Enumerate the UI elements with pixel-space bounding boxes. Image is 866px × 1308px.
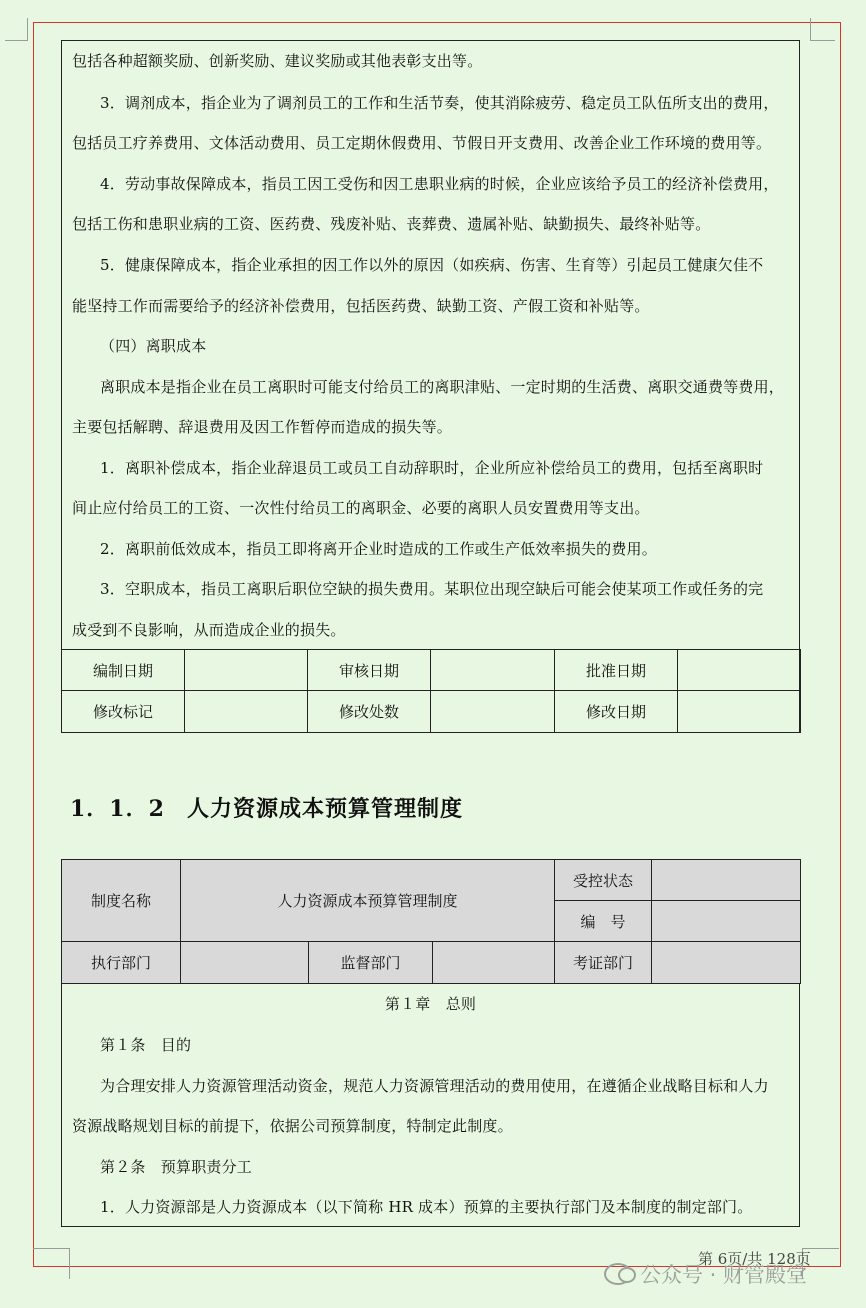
controlled-status-value[interactable] [652,860,801,901]
article-title: 第１条 目的 [100,1036,192,1054]
paragraph-line: 包括员工疗养费用、文体活动费用、员工定期休假费用、节假日开支费用、改善企业工作环境的费用等。 [72,134,772,152]
exec-dept-label: 执行部门 [62,942,181,984]
policy-name-label: 制度名称 [62,860,181,942]
section-number: 1．1．2 [70,796,165,822]
audit-dept-value[interactable] [652,942,801,984]
review-date-label: 审核日期 [308,650,431,691]
compile-date-value[interactable] [185,650,308,691]
table-row [62,942,801,984]
approve-date-value[interactable] [678,650,801,691]
exec-dept-value[interactable] [181,942,309,984]
table-row [62,650,801,691]
paragraph-line: 间止应付给员工的工资、一次性付给员工的离职金、必要的离职人员安置费用等支出。 [72,499,650,517]
paragraph-line: 2．离职前低效成本，指员工即将离开企业时造成的工作或生产低效率损失的费用。 [100,540,657,558]
compile-date-label: 编制日期 [62,650,185,691]
audit-dept-label: 考证部门 [555,942,652,984]
number-value[interactable] [652,901,801,942]
review-date-value[interactable] [431,650,555,691]
paragraph-line: 4．劳动事故保障成本，指员工因工受伤和因工患职业病的时候，企业应该给予员工的经济补偿费用， [100,175,779,193]
table-row [62,691,801,733]
crop-mark-top-left [5,18,28,41]
policy-name-value: 人力资源成本预算管理制度 [181,860,555,942]
paragraph-line: 资源战略规划目标的前提下，依据公司预算制度，特制定此制度。 [72,1117,513,1135]
article-title: 第２条 预算职责分工 [100,1158,253,1176]
section-heading [70,792,463,823]
table-row [62,860,801,901]
paragraph-line: 3．空职成本，指员工离职后职位空缺的损失费用。某职位出现空缺后可能会使某项工作或任务的完 [100,580,764,598]
page-number: 第 6页/共 128页 [698,1250,811,1268]
paragraph-line: 3．调剂成本，指企业为了调剂员工的工作和生活节奏，使其消除疲劳、稳定员工队伍所支出的费用， [100,94,779,112]
controlled-status-label: 受控状态 [555,860,652,901]
revision-mark-label: 修改标记 [62,691,185,733]
paragraph-line: 离职成本是指企业在员工离职时可能支付给员工的离职津贴、一定时期的生活费、离职交通费等费用， [100,378,785,396]
paragraph-line: 1．人力资源部是人力资源成本（以下简称 HR 成本）预算的主要执行部门及本制度的制定部门。 [100,1198,753,1216]
paragraph-line: 能坚持工作而需要给予的经济补偿费用，包括医药费、缺勤工资、产假工资和补贴等。 [72,297,650,315]
record-table [61,649,801,733]
watermark-text: 公众号 · 财管殿堂 [640,1263,808,1287]
supervise-dept-label: 监督部门 [309,942,433,984]
number-label: 编 号 [555,901,652,942]
revision-count-value[interactable] [431,691,555,733]
approve-date-label: 批准日期 [555,650,678,691]
paragraph-line: 1．离职补偿成本，指企业辞退员工或员工自动辞职时，企业所应补偿给员工的费用，包括至离职时 [100,459,764,477]
paragraph-line: 5．健康保障成本，指企业承担的因工作以外的原因（如疾病、伤害、生育等）引起员工健康欠佳不 [100,256,764,274]
paragraph-line: 成受到不良影响，从而造成企业的损失。 [72,621,346,639]
policy-header-table [61,859,801,984]
watermark [604,1259,807,1289]
revision-count-label: 修改处数 [308,691,431,733]
paragraph-line: 主要包括解聘、辞退费用及因工作暂停而造成的损失等。 [72,418,453,436]
revision-date-value[interactable] [678,691,801,733]
paragraph-line: 包括工伤和患职业病的工资、医药费、残废补贴、丧葬费、遗属补贴、缺勤损失、最终补贴等。 [72,215,711,233]
revision-date-label: 修改日期 [555,691,678,733]
crop-mark-top-right [810,18,835,41]
section-title: 人力资源成本预算管理制度 [186,796,463,822]
chapter-title: 第１章 总则 [384,995,477,1013]
revision-mark-value[interactable] [185,691,308,733]
supervise-dept-value[interactable] [433,942,555,984]
paragraph-line: 为合理安排人力资源管理活动资金，规范人力资源管理活动的费用使用，在遵循企业战略目标和人力 [100,1077,769,1095]
wechat-icon [604,1263,632,1285]
crop-mark-bottom-left [33,1248,70,1279]
subsection-title: （四）离职成本 [100,337,207,355]
paragraph-line: 包括各种超额奖励、创新奖励、建议奖励或其他表彰支出等。 [72,52,483,70]
